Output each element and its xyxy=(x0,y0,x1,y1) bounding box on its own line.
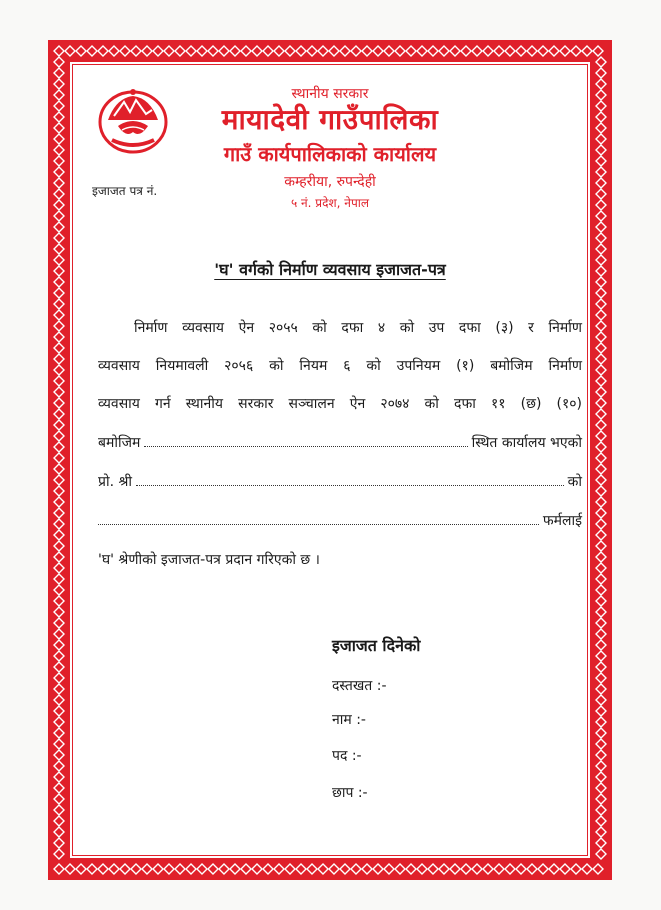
stamp-label: छाप :- xyxy=(332,785,368,801)
office-address: कम्हरीया, रुपन्देही xyxy=(284,174,376,190)
body-text: को xyxy=(567,474,582,490)
firm-name-blank[interactable] xyxy=(98,512,539,525)
body-line-1 xyxy=(98,318,582,337)
office-name: गाउँ कार्यपालिकाको कार्यालय xyxy=(223,142,437,166)
body-text: स्थित कार्यालय भएको xyxy=(471,435,582,451)
proprietor-name-blank[interactable] xyxy=(136,473,564,486)
body-line-6 xyxy=(98,511,582,530)
body-line-7: 'घ' श्रेणीको इजाजत-पत्र प्रदान गरिएको छ । xyxy=(98,552,320,568)
signatory-heading: इजाजत दिनेको xyxy=(332,636,421,655)
body-text: प्रो. श्री xyxy=(98,474,133,490)
body-text: निर्माण व्यवसाय ऐन २०५५ को दफा ४ को उप दफा (३) र निर्माण xyxy=(134,320,582,336)
post-label: पद :- xyxy=(332,748,362,764)
body-line-3: व्यवसाय गर्न स्थानीय सरकार सञ्चालन ऐन २०७४ को दफा ११ (छ) (१०) xyxy=(98,396,582,412)
government-label: स्थानीय सरकार xyxy=(291,86,369,102)
document-title: 'घ' वर्गको निर्माण व्यवसाय इजाजत-पत्र xyxy=(214,260,446,279)
signature-label: दस्तखत :- xyxy=(332,678,387,694)
body-line-2: व्यवसाय नियमावली २०५६ को नियम ६ को उपनियम (१) बमोजिम निर्माण xyxy=(98,358,582,374)
name-label: नाम :- xyxy=(332,712,366,728)
province-label: ५ नं. प्रदेश, नेपाल xyxy=(290,196,370,210)
body-line-5 xyxy=(98,472,582,491)
body-text: बमोजिम xyxy=(98,435,141,451)
body-text: फर्मलाई xyxy=(542,513,582,529)
permit-number-label: इजाजत पत्र नं. xyxy=(92,184,158,198)
office-location-blank[interactable] xyxy=(144,434,467,447)
body-line-4 xyxy=(98,433,582,452)
municipality-name: मायादेवी गाउँपालिका xyxy=(221,103,439,136)
